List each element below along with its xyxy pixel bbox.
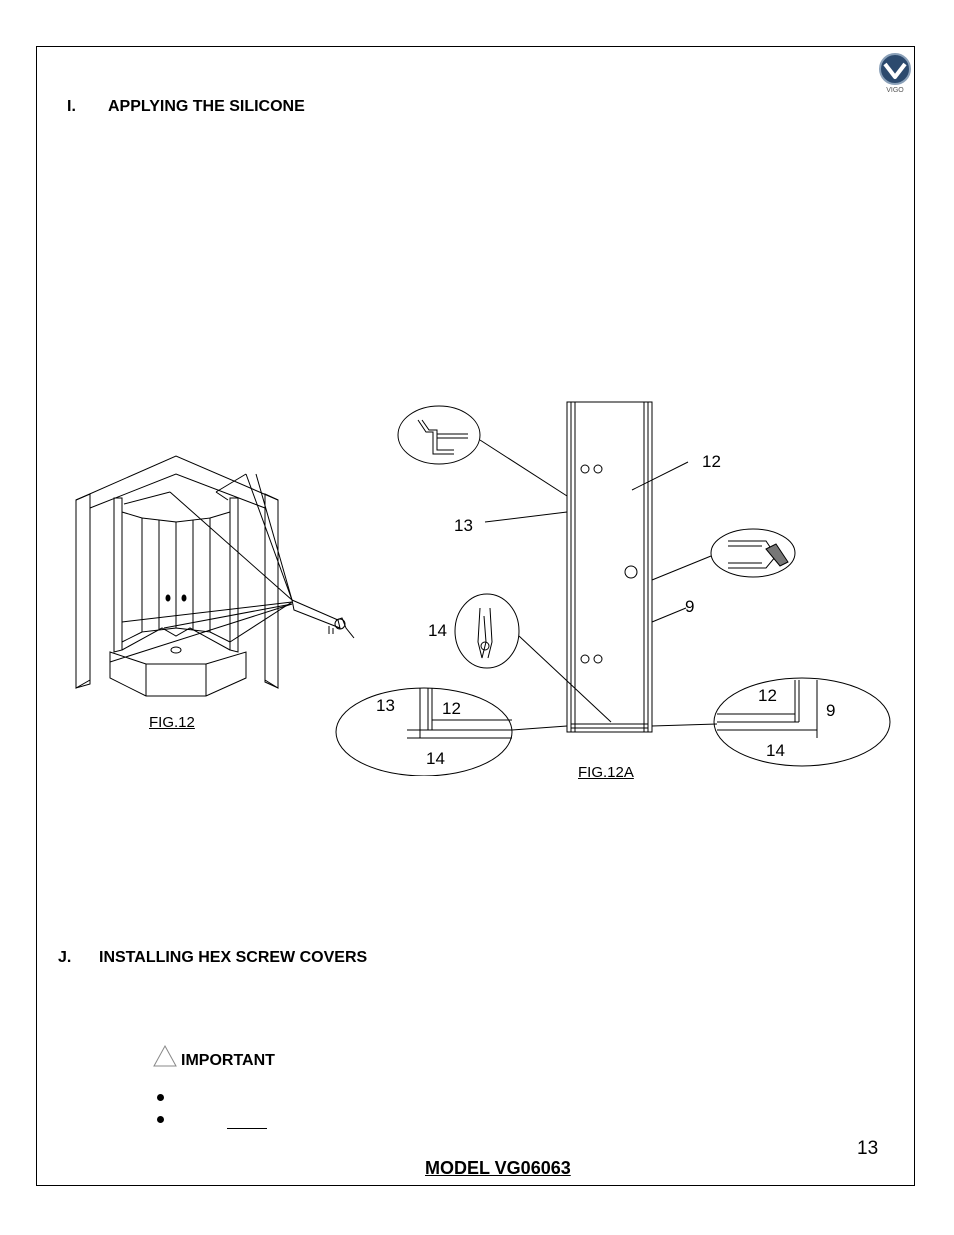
underline-mark [227, 1128, 267, 1129]
callout-13-main: 13 [454, 516, 473, 535]
important-label: IMPORTANT [181, 1052, 275, 1069]
section-j-title: INSTALLING HEX SCREW COVERS [99, 949, 368, 966]
section-i-heading [67, 98, 305, 116]
vigo-logo [876, 52, 916, 96]
fig12a-label: FIG.12A [578, 764, 634, 781]
callout-13-detail: 13 [376, 696, 395, 715]
section-i-number: I. [67, 98, 76, 115]
section-i-title: APPLYING THE SILICONE [108, 98, 305, 115]
model-number: MODEL VG06063 [425, 1158, 571, 1178]
section-j-number: J. [58, 949, 72, 966]
callout-14-detail-left: 14 [426, 749, 445, 768]
section-j-heading [58, 949, 367, 967]
callout-14-main: 14 [428, 621, 447, 640]
callout-14-detail-right: 14 [766, 741, 785, 760]
fig12a-illustration [330, 396, 900, 776]
callout-12-detail-left: 12 [442, 699, 461, 718]
svg-text:VIGO: VIGO [886, 87, 904, 94]
fig12-label: FIG.12 [149, 714, 195, 731]
callout-9-main: 9 [685, 597, 695, 616]
bullet-1 [157, 1094, 164, 1101]
bullet-2 [157, 1116, 164, 1123]
callout-12-main: 12 [702, 452, 721, 471]
warning-triangle-icon [152, 1044, 178, 1068]
callout-9-detail: 9 [826, 701, 836, 720]
callout-12-detail-right: 12 [758, 686, 777, 705]
fig12-illustration [70, 452, 360, 702]
page-number: 13 [857, 1138, 879, 1159]
